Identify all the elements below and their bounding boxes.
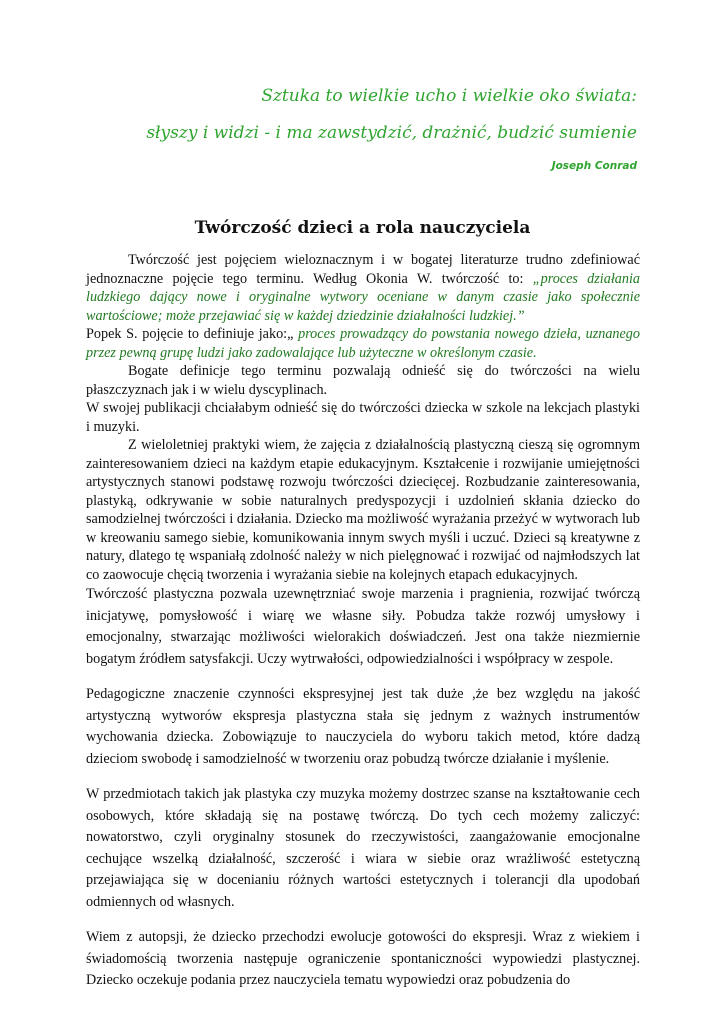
document-body bbox=[86, 251, 640, 992]
paragraph-7: Pedagogiczne znaczenie czynności ekspresyjnej jest tak duże ,że bez względu na jakość artystyczną wytworów ekspresja plastyczna stała się jednym z ważnych instrumentów wychowania dziecka. Zobowiązuje to nauczyciela do wyboru takich metod, które dadzą dzieciom swobodę i samodzielność w tworzeniu oraz pobudzą twórcze działanie i myślenie. bbox=[86, 686, 640, 767]
paragraph-4: W swojej publikacji chciałabym odnieść się do twórczości dziecka w szkole na lekcjach plastyki i muzyki. bbox=[86, 400, 640, 435]
paragraph-6: Twórczość plastyczna pozwala uzewnętrzniać swoje marzenia i pragnienia, rozwijać twórczą inicjatywę, pomysłowość i wiarę we własne siły. Pobudza także rozwój umysłowy i emocjonalny, stwarzając możliwości wielorakich doświadczeń. Jest ona także niezmiernie bogatym źródłem satysfakcji. Uczy wytrwałości, odpowiedzialności i współpracy w zespole. bbox=[86, 586, 640, 667]
paragraph-3: Bogate definicje tego terminu pozwalają odnieść się do twórczości na wielu płaszczyznach jak i w wielu dyscyplinach. bbox=[86, 363, 640, 398]
epigraph-line-1: Sztuka to wielkie ucho i wielkie oko świata: bbox=[261, 86, 637, 106]
epigraph-author: Joseph Conrad bbox=[551, 160, 637, 172]
paragraph-9: Wiem z autopsji, że dziecko przechodzi ewolucje gotowości do ekspresji. Wraz z wiekiem i świadomością tworzenia następuje ograniczenie spontaniczności wypowiedzi plastycznej. Dziecko oczekuje podania przez nauczyciela tematu wypowiedzi oraz pobudzenia do bbox=[86, 929, 640, 988]
paragraph-1-quote: „proces działania ludzkiego dający nowe i oryginalne wytwory oceniane w danym czasie jako społecznie wartościowe; może przejawiać się w każdej dziedzinie działalności ludzkiej.” bbox=[86, 270, 640, 324]
paragraph-2-quote: proces prowadzący do powstania nowego dzieła, uznanego przez pewną grupę ludzi jako zadowalające lub użyteczne w określonym czasie. bbox=[86, 326, 640, 361]
paragraph-8: W przedmiotach takich jak plastyka czy muzyka możemy dostrzec szanse na kształtowanie cech osobowych, które składają się na postawę twórczą. Do tych cech możemy zaliczyć: nowatorstwo, czyli oryginalny stosunek do rzeczywistości, zaangażowanie emocjonalne cechujące wszelką działalność, szczerość i wiara w siebie oraz wrażliwość estetyczną przejawiająca się w docenianiu różnych wartości estetycznych i tolerancji dla upodobań odmiennych od własnych. bbox=[86, 786, 640, 910]
epigraph-line-2: słyszy i widzi - i ma zawstydzić, drażnić, budzić sumienie bbox=[146, 123, 637, 143]
paragraph-1 bbox=[86, 251, 640, 325]
paragraph-1-text: Twórczość jest pojęciem wieloznacznym i w bogatej literaturze trudno zdefiniować jednoznaczne pojęcie tego terminu. Według Okonia W. twórczość to: bbox=[86, 252, 640, 287]
paragraph-2 bbox=[86, 325, 640, 362]
paragraph-5: Z wieloletniej praktyki wiem, że zajęcia z działalnością plastyczną cieszą się ogromnym zainteresowaniem dzieci na każdym etapie edukacyjnym. Kształcenie i rozwijanie umiejętności artystycznych stanowi podstawę rozwoju twórczości dziecięcej. Rozbudzanie zainteresowania, plastyką, odkrywanie w sobie naturalnych predyspozycji i uzdolnień skłania dziecko do samodzielnej twórczości i działania. Dziecko ma możliwość wyrażania przeżyć w wytworach lub w kreowaniu samego siebie, komunikowania innym swych myśli i uczuć. Dzieci są kreatywne z natury, dlatego tę wspaniałą zdolność należy w nich pielęgnować i rozwijać od najmłodszych lat co zaowocuje chęcią tworzenia i wyrażania siebie na kolejnych etapach edukacyjnych. bbox=[86, 437, 640, 583]
page-title: Twórczość dzieci a rola nauczyciela bbox=[194, 218, 531, 238]
paragraph-2-text: Popek S. pojęcie to definiuje jako:„ bbox=[86, 326, 299, 342]
